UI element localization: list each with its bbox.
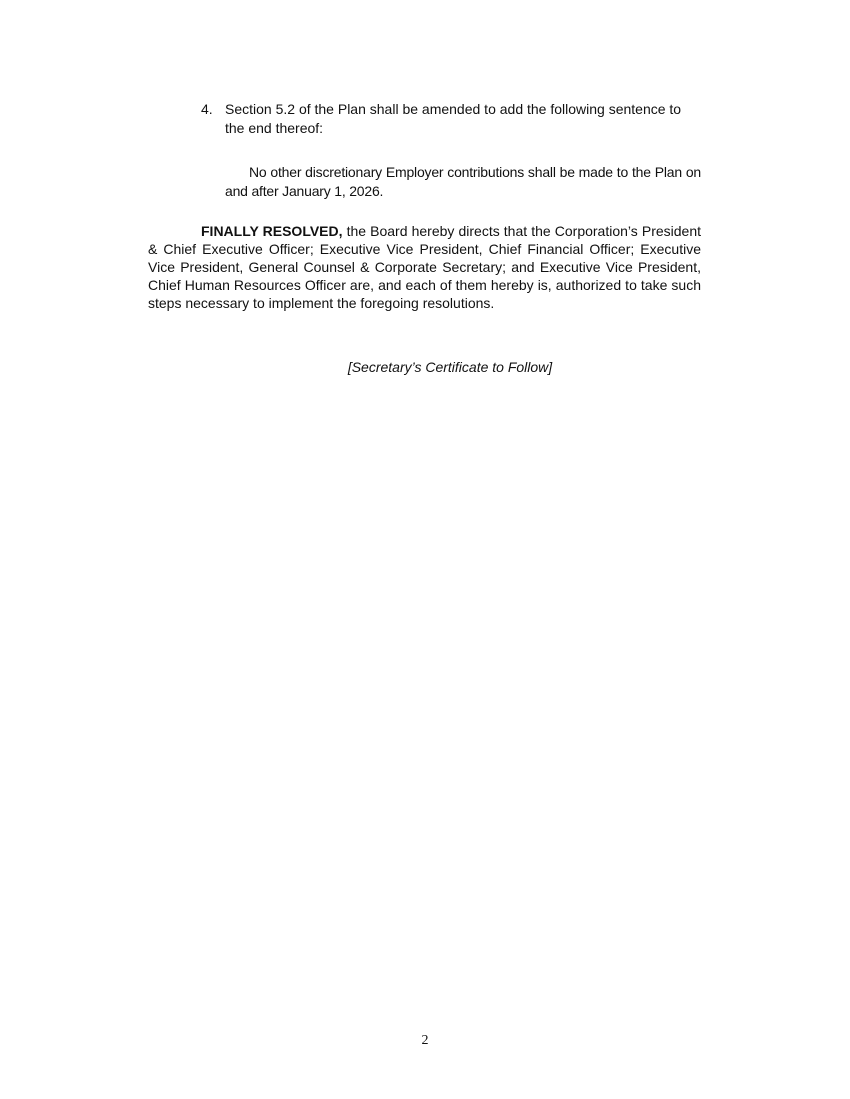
quoted-sentence: No other discretionary Employer contributions shall be made to the Plan on and after January 1, 2026.	[225, 164, 701, 199]
item-text: Section 5.2 of the Plan shall be amended to add the following sentence to the end thereof:	[225, 101, 682, 136]
resolution-lead: FINALLY RESOLVED,	[201, 223, 343, 239]
certificate-note: [Secretary’s Certificate to Follow]	[347, 359, 553, 375]
resolution-body: the Board hereby directs that the Corporation’s President & Chief Executive Officer; Executive Vice President, Chief Financial Officer; Executive Vice President, General Counsel & Corporate Secretary; and Executive Vice President, Chief Human Resources Officer are, and each of them hereby is, authorized to take such steps necessary to implement the foregoing resolutions.	[148, 223, 702, 311]
page-number: 2	[421, 1033, 429, 1048]
item-number: 4.	[201, 101, 213, 117]
final-resolution-paragraph	[148, 222, 701, 312]
